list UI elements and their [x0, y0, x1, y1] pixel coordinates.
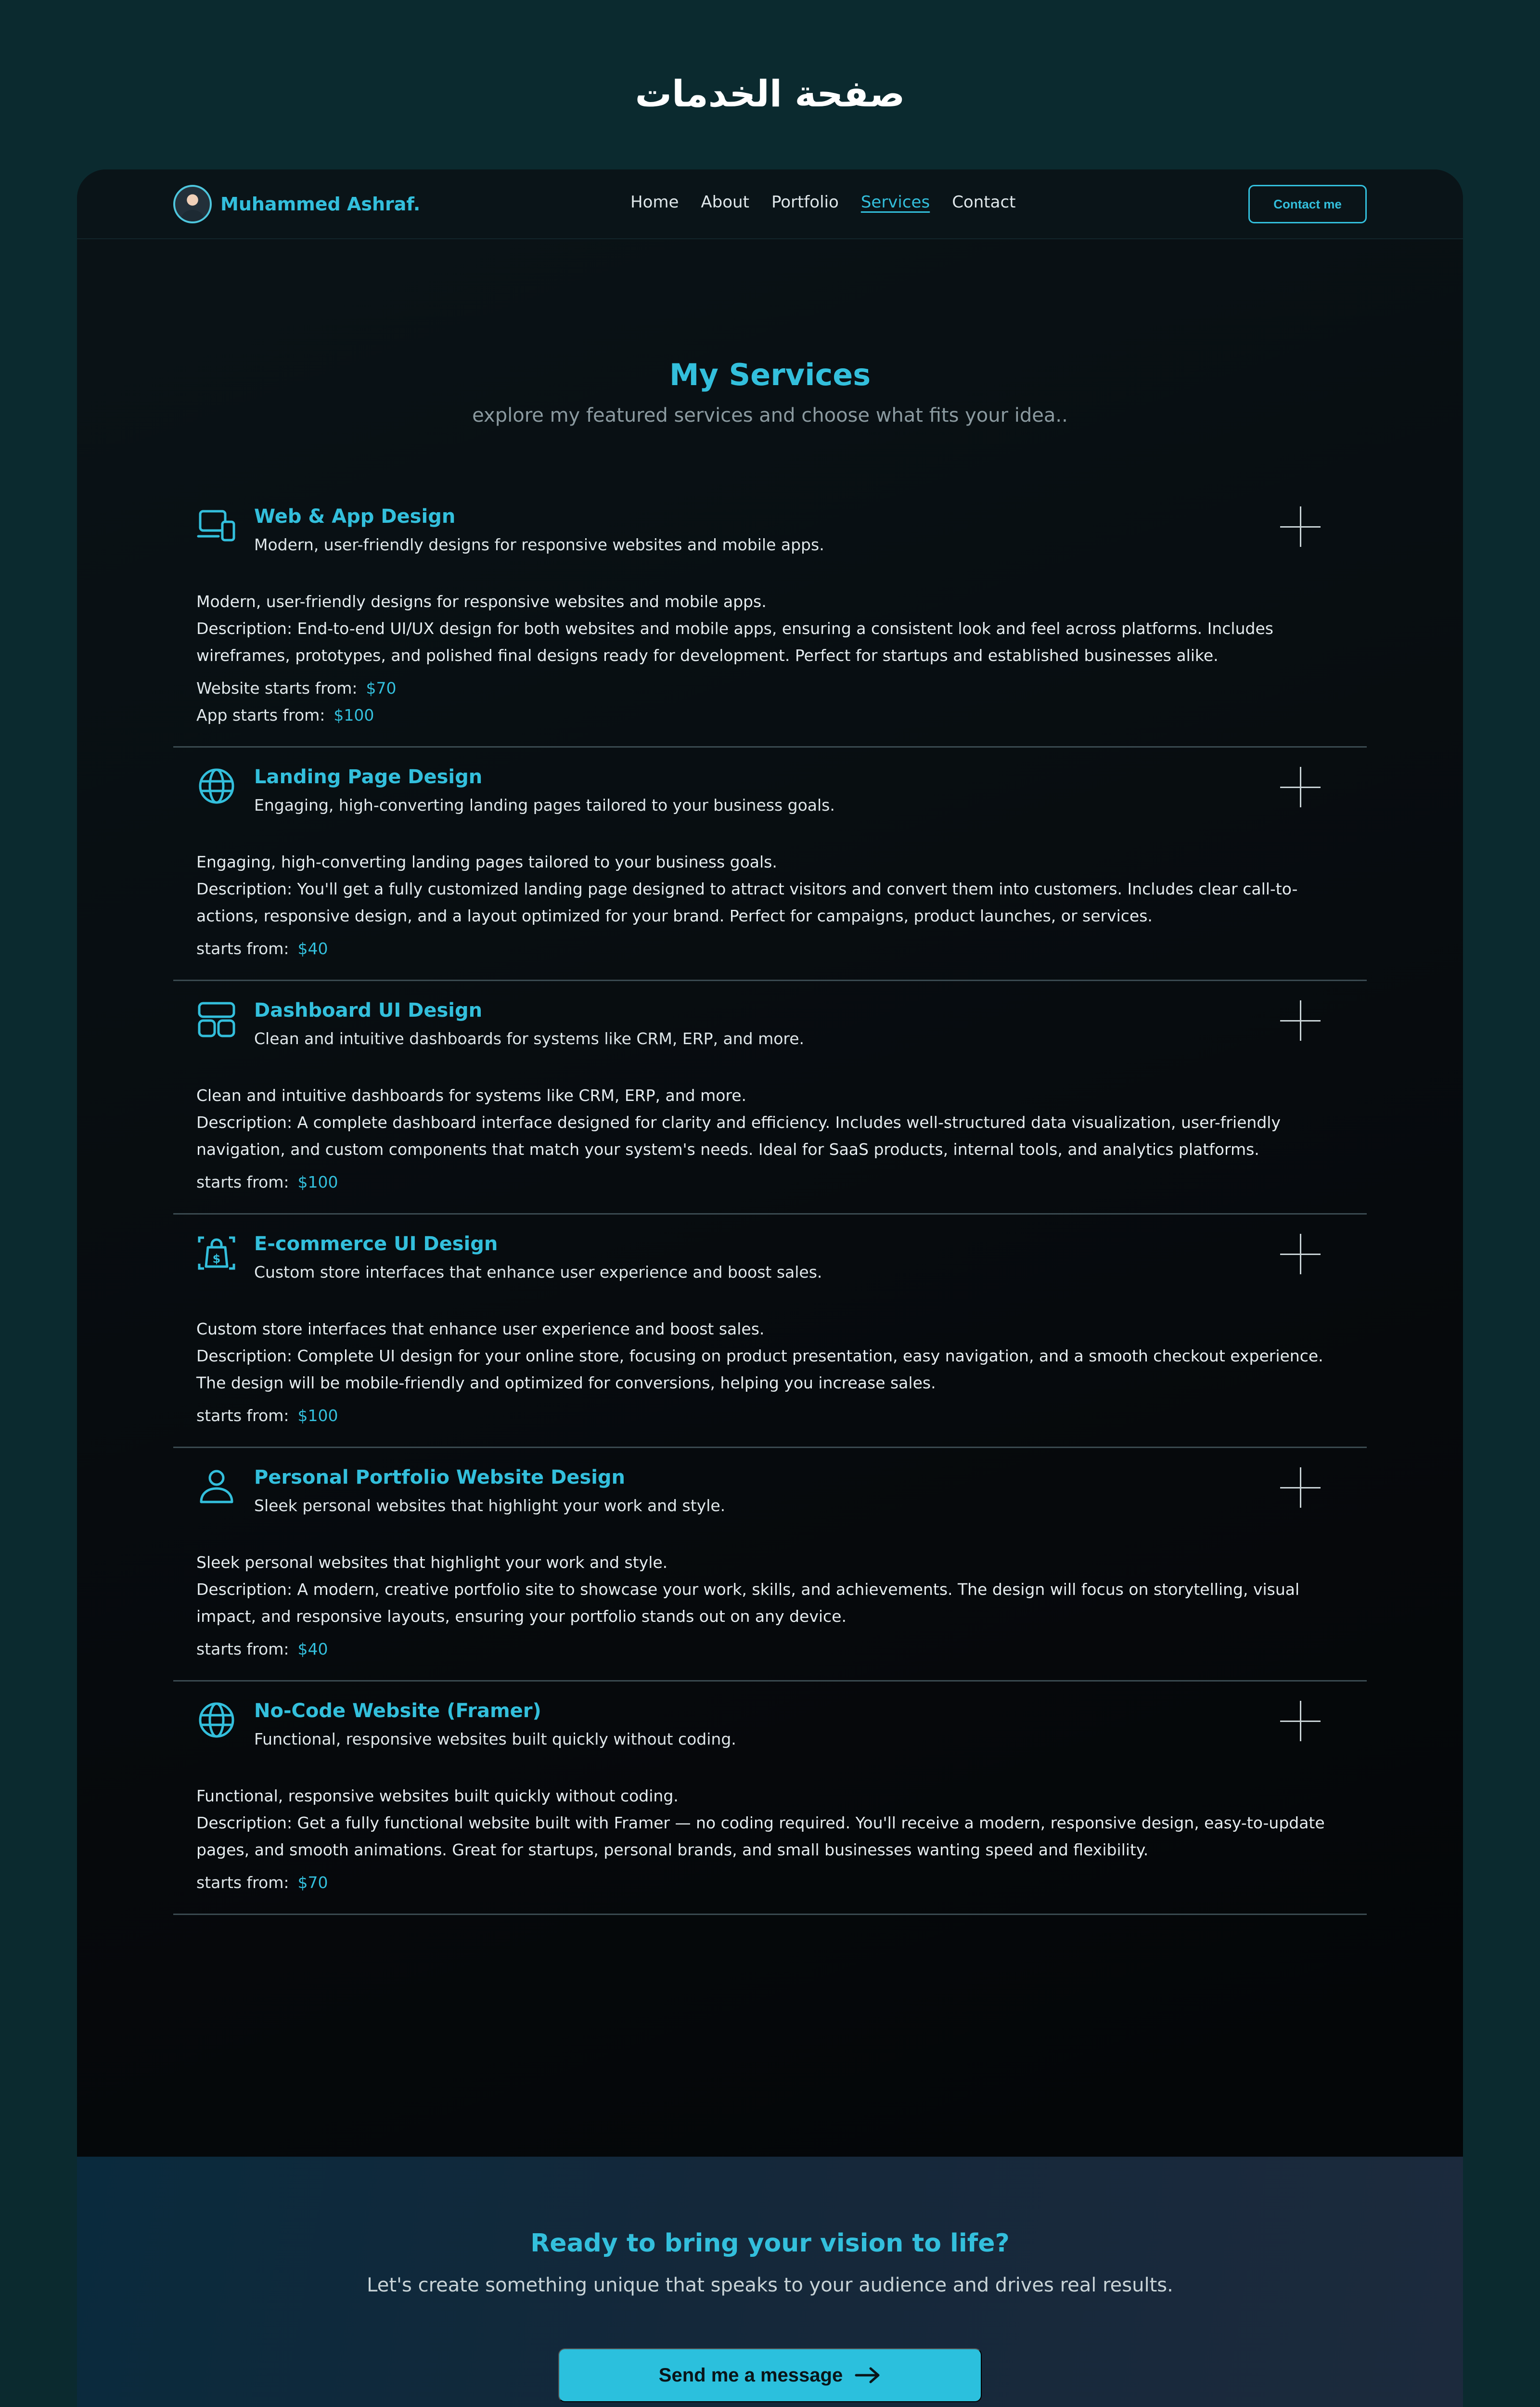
service-header[interactable] — [196, 981, 1344, 1082]
nav-link-about[interactable]: About — [701, 193, 749, 212]
arrow-right-icon — [854, 2366, 881, 2385]
price-label: starts from: — [196, 1406, 289, 1425]
service-body — [196, 849, 1344, 930]
service-summary: Sleek personal websites that highlight your work and style. — [254, 1496, 726, 1515]
service-header[interactable] — [196, 748, 1344, 849]
price-row — [196, 935, 1344, 962]
service-lead: Clean and intuitive dashboards for systems like CRM, ERP, and more. — [196, 1086, 747, 1105]
service-header[interactable] — [196, 1682, 1344, 1783]
plus-icon[interactable] — [1280, 1000, 1321, 1041]
plus-icon[interactable] — [1280, 767, 1321, 807]
brand-name: Muhammed Ashraf. — [220, 194, 421, 215]
service-prices — [196, 1169, 1344, 1213]
service-header[interactable] — [196, 487, 1344, 588]
globe-icon — [196, 766, 237, 806]
service-summary: Engaging, high-converting landing pages tailored to your business goals. — [254, 796, 835, 815]
service-header[interactable] — [196, 1448, 1344, 1549]
service-lead: Sleek personal websites that highlight your work and style. — [196, 1553, 668, 1572]
price-row — [196, 1869, 1344, 1896]
shopping-bag-icon — [196, 1233, 237, 1273]
service-title: Web & App Design — [254, 505, 456, 528]
dashboard-icon — [196, 999, 237, 1040]
service-summary: Custom store interfaces that enhance user experience and boost sales. — [254, 1263, 822, 1281]
service-body — [196, 1783, 1344, 1863]
service-body — [196, 1082, 1344, 1163]
price-label: starts from: — [196, 1640, 289, 1658]
nav-link-contact[interactable]: Contact — [952, 193, 1016, 212]
send-message-label: Send me a message — [658, 2364, 843, 2386]
nav-link-portfolio[interactable]: Portfolio — [771, 193, 839, 212]
service-item-dashboard-ui-design — [173, 981, 1367, 1215]
price-label: Website starts from: — [196, 679, 358, 698]
service-item-portfolio-website-design — [173, 1448, 1367, 1682]
service-title: E-commerce UI Design — [254, 1233, 498, 1255]
service-item-ecommerce-ui-design — [173, 1215, 1367, 1448]
service-prices — [196, 1636, 1344, 1680]
service-body — [196, 1549, 1344, 1630]
price-row — [196, 675, 1344, 702]
service-item-landing-page-design — [173, 748, 1367, 981]
page-heading: صفحة الخدمات — [635, 72, 905, 115]
service-prices — [196, 1402, 1344, 1447]
service-description: Description: A complete dashboard interface designed for clarity and efficiency. Includes well-structured data visualization, user-friendly navigation, and custom components that match your system's needs. Ideal for SaaS products, internal tools, and analytics platforms. — [196, 1113, 1281, 1159]
service-header[interactable] — [196, 1215, 1344, 1316]
service-prices — [196, 935, 1344, 980]
price-row — [196, 702, 1344, 729]
service-lead: Custom store interfaces that enhance user experience and boost sales. — [196, 1320, 765, 1338]
service-item-nocode-framer-website — [173, 1682, 1367, 1915]
brand[interactable] — [173, 185, 420, 223]
nav-links — [630, 193, 1015, 212]
devices-icon — [196, 505, 237, 546]
service-lead: Engaging, high-converting landing pages tailored to your business goals. — [196, 853, 777, 871]
service-description: Description: Get a fully functional website built with Framer — no coding required. You'll receive a modern, responsive design, easy-to-update pages, and smooth animations. Great for startups, personal brands, and small businesses wanting speed and flexibility. — [196, 1813, 1325, 1859]
service-title: Personal Portfolio Website Design — [254, 1466, 626, 1488]
price-value: $40 — [297, 1640, 328, 1658]
services-subtitle: explore my featured services and choose what fits your idea.. — [472, 404, 1068, 427]
plus-icon[interactable] — [1280, 506, 1321, 547]
service-lead: Modern, user-friendly designs for responsive websites and mobile apps. — [196, 592, 767, 611]
service-description: Description: Complete UI design for your online store, focusing on product presentation, easy navigation, and a smooth checkout experience. The design will be mobile-friendly and optimized for conversions, helping you increase sales. — [196, 1346, 1323, 1392]
globe-icon — [196, 1700, 237, 1740]
service-summary: Functional, responsive websites built quickly without coding. — [254, 1730, 736, 1748]
price-value: $70 — [366, 679, 397, 698]
service-body — [196, 1316, 1344, 1397]
contact-me-button[interactable]: Contact me — [1248, 185, 1367, 223]
service-item-web-app-design — [173, 487, 1367, 748]
site-frame — [77, 169, 1463, 2407]
cta-subtitle: Let's create something unique that speaks to your audience and drives real results. — [367, 2274, 1173, 2296]
plus-icon[interactable] — [1280, 1467, 1321, 1508]
avatar — [173, 185, 212, 223]
send-message-button[interactable] — [558, 2348, 982, 2402]
services-title: My Services — [669, 357, 871, 392]
price-value: $100 — [334, 706, 374, 725]
price-label: starts from: — [196, 1873, 289, 1892]
service-description: Description: You'll get a fully customized landing page designed to attract visitors and convert them into customers. Includes clear call-to-actions, responsive design, and a layout optimized for your brand. Perfect for campaigns, product launches, or services. — [196, 880, 1298, 925]
service-summary: Modern, user-friendly designs for responsive websites and mobile apps. — [254, 535, 824, 554]
price-label: starts from: — [196, 1173, 289, 1191]
service-prices — [196, 1869, 1344, 1914]
price-row — [196, 1169, 1344, 1196]
top-navbar — [77, 169, 1463, 239]
service-description: Description: A modern, creative portfolio site to showcase your work, skills, and achievements. The design will focus on storytelling, visual impact, and responsive layouts, ensuring your portfolio stands out on any device. — [196, 1580, 1300, 1626]
service-body — [196, 588, 1344, 669]
price-value: $100 — [297, 1406, 338, 1425]
nav-link-services[interactable]: Services — [860, 193, 930, 212]
cta-section — [77, 2157, 1463, 2407]
price-label: starts from: — [196, 939, 289, 958]
user-icon — [196, 1466, 237, 1507]
price-row — [196, 1636, 1344, 1663]
price-value: $40 — [297, 939, 328, 958]
service-summary: Clean and intuitive dashboards for systems like CRM, ERP, and more. — [254, 1029, 805, 1048]
price-label: App starts from: — [196, 706, 325, 725]
service-title: Dashboard UI Design — [254, 999, 483, 1022]
service-prices — [196, 675, 1344, 746]
service-title: Landing Page Design — [254, 766, 483, 788]
plus-icon[interactable] — [1280, 1234, 1321, 1274]
service-description: Description: End-to-end UI/UX design for both websites and mobile apps, ensuring a consistent look and feel across platforms. Includes wireframes, prototypes, and polished final designs ready for development. Perfect for startups and established businesses alike. — [196, 619, 1273, 665]
service-lead: Functional, responsive websites built quickly without coding. — [196, 1786, 679, 1805]
services-list — [173, 487, 1367, 1915]
nav-link-home[interactable]: Home — [630, 193, 679, 212]
price-row — [196, 1402, 1344, 1429]
price-value: $70 — [297, 1873, 328, 1892]
svg-text:$: $ — [212, 1252, 221, 1266]
service-title: No-Code Website (Framer) — [254, 1700, 541, 1722]
cta-title: Ready to bring your vision to life? — [530, 2229, 1010, 2258]
plus-icon[interactable] — [1280, 1701, 1321, 1741]
price-value: $100 — [297, 1173, 338, 1191]
